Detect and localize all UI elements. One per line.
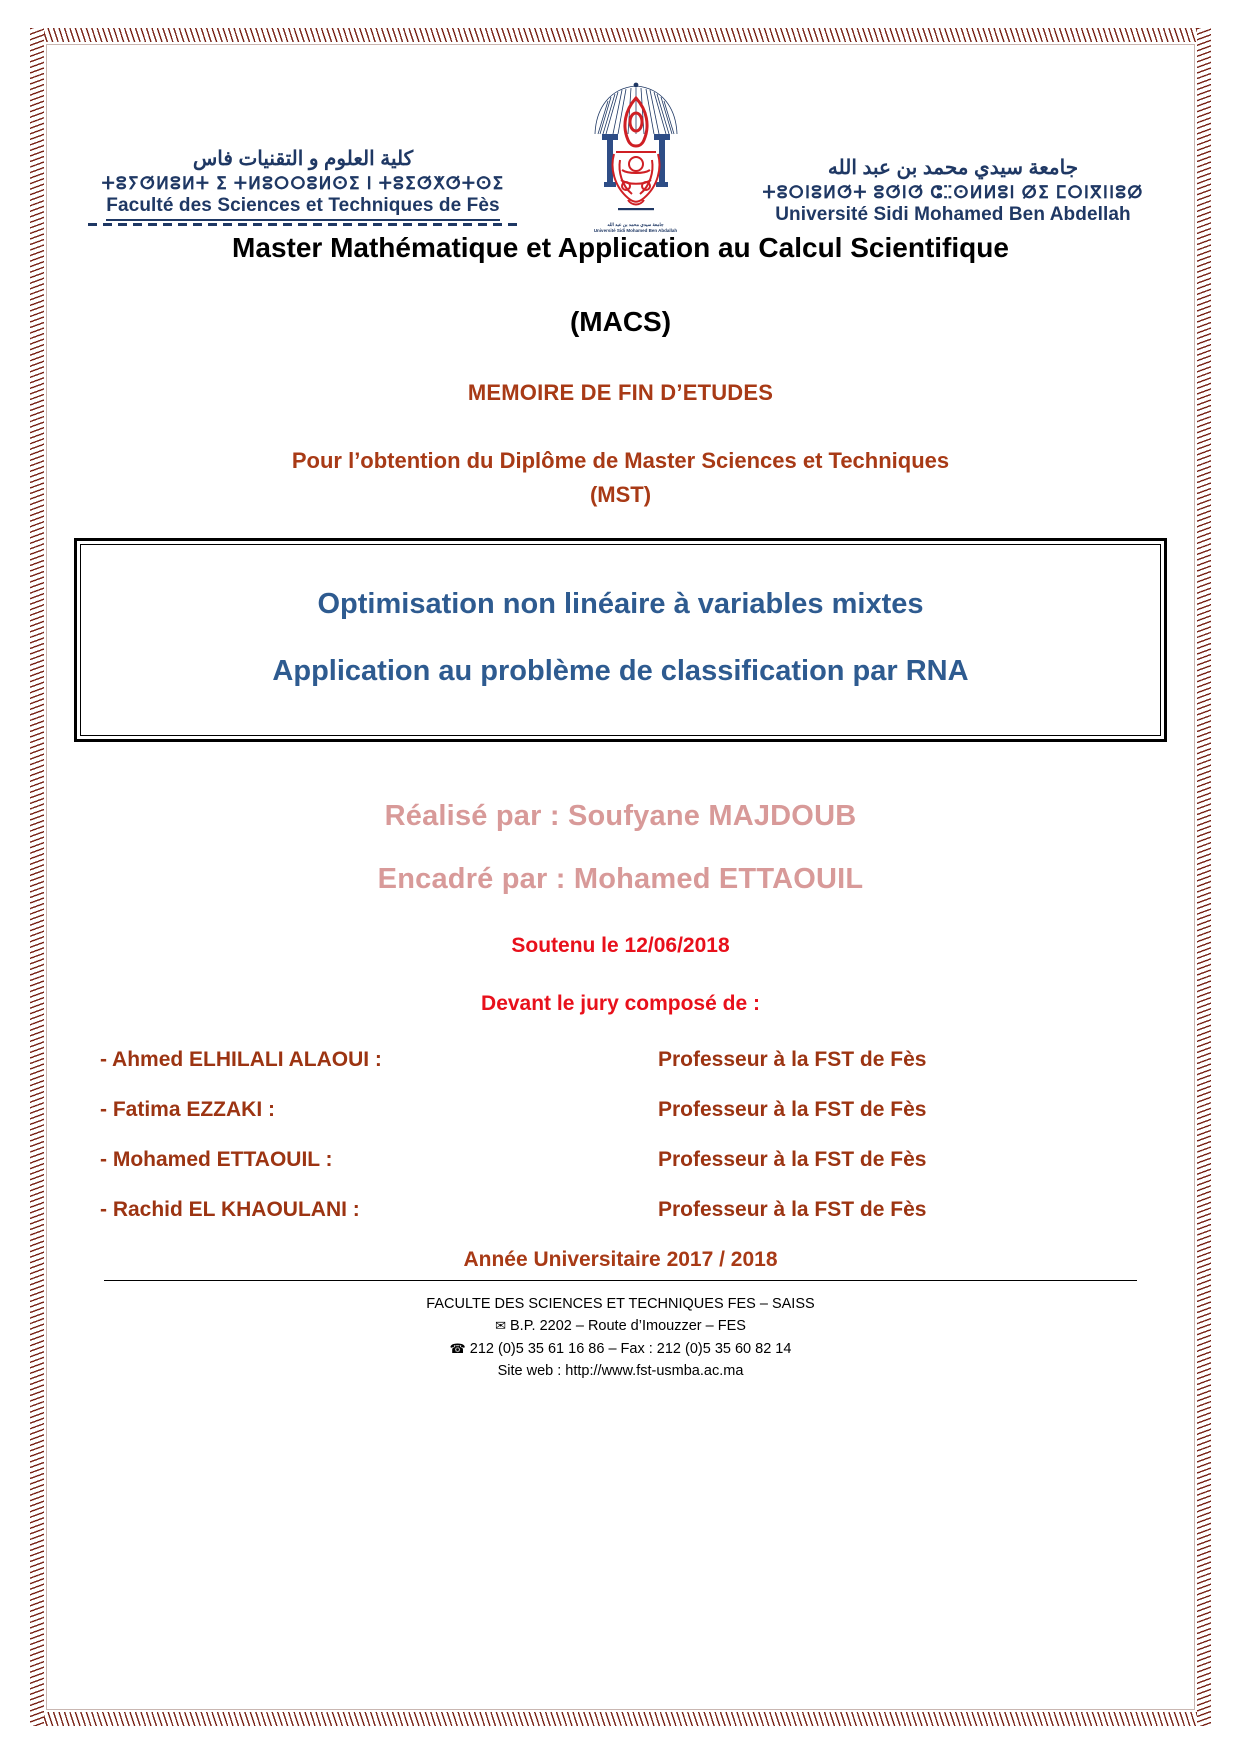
jury-heading: Devant le jury composé de : (481, 991, 760, 1015)
degree-purpose-line2: (MST) (589, 482, 652, 508)
thesis-title-line1: Optimisation non linéaire à variables mixtes (317, 588, 924, 621)
jury-row (80, 1048, 1161, 1072)
cover-page-content (62, 56, 1179, 1383)
jury-member-role: Professeur à la FST de Fès (658, 1047, 927, 1071)
jury-row (80, 1148, 1161, 1172)
faculty-name-tifinagh: ⵜⵓⵢⵚⵍⵓⵍⵜ ⵉ ⵜⵍⵓⵔⵔⵓⵍⵙⵉ ⵏ ⵜⵓⵉⵚⵅⵚⵜⵙⵉ (101, 173, 505, 193)
thesis-title-line2: Application au problème de classification par RNA (272, 654, 969, 687)
frame-edge-right (1197, 28, 1211, 1726)
frame-edge-bottom (30, 1712, 1211, 1726)
frame-edge-left (30, 28, 44, 1726)
author-line: Réalisé par : Soufyane MAJDOUB (384, 799, 857, 832)
thesis-title-box-inner (80, 544, 1161, 736)
footer-divider (104, 1280, 1137, 1281)
faculty-identity-block (88, 148, 518, 226)
footer-website: Site web : http://www.fst-usmba.ac.ma (497, 1363, 744, 1380)
faculty-name-french: Faculté des Sciences et Techniques de Fès (106, 195, 499, 221)
degree-purpose-line1: Pour l’obtention du Diplôme de Master Sciences et Techniques (291, 448, 950, 473)
document-type-label: MEMOIRE DE FIN D’ETUDES (467, 380, 774, 405)
faculty-underline-rule (88, 223, 518, 226)
jury-member-name: - Fatima EZZAKI : (100, 1097, 276, 1121)
telephone-icon: ☎ (449, 1340, 466, 1356)
university-seal-icon (588, 82, 684, 232)
people-section (62, 800, 1179, 896)
footer-contact-block (62, 1293, 1179, 1383)
academic-year: Année Universitaire 2017 / 2018 (463, 1247, 778, 1271)
jury-row (80, 1198, 1161, 1222)
university-identity-block (753, 157, 1153, 226)
university-name-tifinagh: ⵜⵓⵔⵏⵓⵍⵚⵜ ⵓⵚⵏⵚ ⵛⵆⵙⵍⵍⵓⵏ ⵁⵉ ⵎⵔⵏⴳⵏⵏⵓⵁ (762, 182, 1144, 202)
footer-phone: 212 (0)5 35 61 16 86 – Fax : 212 (0)5 35 60 82 14 (469, 1340, 792, 1357)
faculty-name-arabic: كلية العلوم و التقنيات فاس (192, 147, 414, 170)
program-acronym: (MACS) (569, 306, 672, 337)
frame-edge-top (30, 28, 1211, 42)
jury-row (80, 1098, 1161, 1122)
jury-member-name: - Mohamed ETTAOUIL : (100, 1147, 333, 1171)
jury-member-role: Professeur à la FST de Fès (658, 1197, 927, 1221)
seal-caption (588, 222, 684, 234)
degree-purpose-text (62, 444, 1179, 512)
program-title: Master Mathématique et Application au Calcul Scientifique (232, 232, 1009, 263)
jury-member-role: Professeur à la FST de Fès (658, 1097, 927, 1121)
jury-member-role: Professeur à la FST de Fès (658, 1147, 927, 1171)
seal-caption-arabic: جامعة سيدي محمد بن عبد الله (607, 222, 664, 228)
footer-address-row (62, 1315, 1179, 1337)
envelope-icon: ✉ (495, 1318, 506, 1334)
footer-address: B.P. 2202 – Route d’Imouzzer – FES (510, 1318, 746, 1335)
university-name-french: Université Sidi Mohamed Ben Abdellah (775, 203, 1131, 225)
seal-caption-french: Université Sidi Mohamed Ben Abdallah (593, 228, 678, 234)
university-name-arabic: جامعة سيدي محمد بن عبد الله (827, 156, 1079, 179)
defense-date: Soutenu le 12/06/2018 (511, 933, 730, 957)
jury-member-name: - Rachid EL KHAOULANI : (100, 1197, 360, 1221)
supervisor-line: Encadré par : Mohamed ETTAOUIL (377, 862, 864, 895)
jury-list (62, 1048, 1179, 1222)
footer-phone-row (62, 1338, 1179, 1360)
jury-member-name: - Ahmed ELHILALI ALAOUI : (100, 1047, 382, 1071)
footer-institution: FACULTE DES SCIENCES ET TECHNIQUES FES – SAISS (426, 1295, 815, 1312)
thesis-title-box (74, 538, 1167, 742)
institutional-header (62, 56, 1179, 234)
